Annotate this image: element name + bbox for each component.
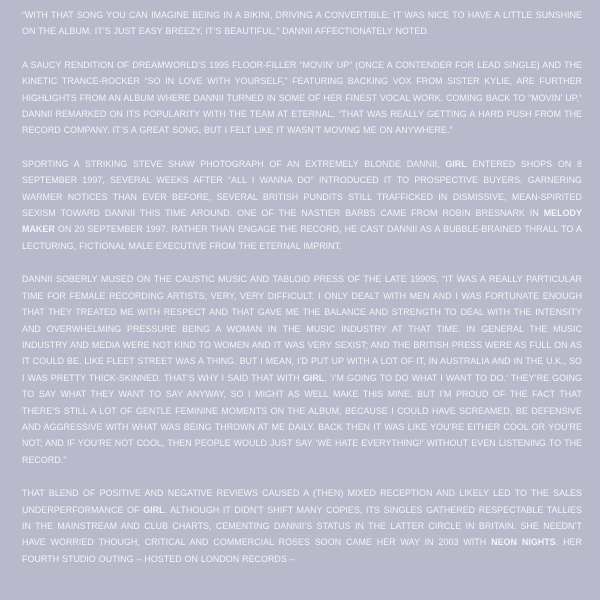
paragraph-4 <box>22 271 582 468</box>
paragraph-5-text-a: THAT BLEND OF POSITIVE AND NEGATIVE REVIEWS CAUSED A (THEN) MIXED RECEPTION AND LIKELY LED TO THE SALES UNDERPERFORMANCE OF <box>22 488 582 515</box>
paragraph-5-text-c: . HER FOURTH STUDIO OUTING – HOSTED ON LONDON RECORDS – <box>22 537 582 564</box>
paragraph-3-text-c: ON 20 SEPTEMBER 1997. RATHER THAN ENGAGE THE RECORD, HE CAST DANNII AS A BUBBLE-BRAINED THRALL TO A LECTURING, FICTIONAL MALE EXECUTIVE FROM THE ETERNAL IMPRINT. <box>22 224 582 251</box>
album-title-girl: GIRL <box>302 372 325 383</box>
paragraph-2-text: A SAUCY RENDITION OF DREAMWORLD’S 1995 FLOOR-FILLER “MOVIN’ UP” (ONCE A CONTENDER FOR LEAD SINGLE) AND THE KINETIC TRANCE-ROCKER “SO IN LOVE WITH YOURSELF,” FEATURING BACKING VOX FROM SISTER KYLIE, ARE FURTHER HIGHLIGHTS FROM AN ALBUM WHERE DANNII TURNED IN SOME OF HER FINEST VOCAL WORK. COMING BACK TO “MOVIN’ UP,” DANNII REMARKED ON ITS POPULARITY WITH THE TEAM AT ETERNAL, “THAT WAS REALLY GETTING A HARD PUSH FROM THE RECORD COMPANY. IT’S A GREAT SONG, BUT I FELT LIKE IT WASN’T MOVING ME ON ANYWHERE.” <box>22 59 582 136</box>
paragraph-3-text-a: SPORTING A STRIKING STEVE SHAW PHOTOGRAPH OF AN EXTREMELY BLONDE DANNII, <box>22 158 446 169</box>
album-title-girl: GIRL <box>143 504 165 515</box>
paragraph-1 <box>22 7 582 40</box>
album-title-girl: GIRL <box>445 158 467 169</box>
paragraph-5 <box>22 485 582 567</box>
paragraph-3-text-b: ENTERED SHOPS ON 8 SEPTEMBER 1997, SEVERAL WEEKS AFTER “ALL I WANNA DO” INTRODUCED IT TO PROSPECTIVE BUYERS. GARNERING WARMER NOTICES THAN EVER BEFORE, SEVERAL BRITISH PUNDITS STILL TRAFFICKED IN DISMISSIVE, MEAN-SPIRITED SEXISM TOWARD DANNII THIS TIME AROUND. ONE OF THE NASTIER BARBS CAME FROM ROBIN BRESNARK IN <box>22 158 582 219</box>
publication-title-melody-maker: MELODY MAKER <box>22 208 582 235</box>
album-title-neon-nights: NEON NIGHTS <box>491 537 556 548</box>
paragraph-3 <box>22 156 582 254</box>
paragraph-5-text-b: . ALTHOUGH IT DIDN’T SHIFT MANY COPIES, ITS SINGLES GATHERED RESPECTABLE TALLIES IN THE MAINSTREAM AND CLUB CHARTS, CEMENTING DANNII’S STATUS IN THE LATTER CIRCLE IN BRITAIN. SHE NEEDN’T HAVE WORRIED THOUGH, CRITICAL AND COMMERCIAL ROSES SOON CAME HER WAY IN 2003 WITH <box>22 504 582 548</box>
paragraph-2 <box>22 57 582 139</box>
paragraph-1-text: “WITH THAT SONG YOU CAN IMAGINE BEING IN A BIKINI, DRIVING A CONVERTIBLE; IT WAS NICE TO HAVE A LITTLE SUNSHINE ON THE ALBUM. IT’S JUST EASY BREEZY, IT’S BEAUTIFUL,” DANNII AFFECTIONATELY NOTED. <box>22 10 582 37</box>
paragraph-4-text-b: , ‘I’M GOING TO DO WHAT I WANT TO DO.’ THEY’RE GOING TO SAY WHAT THEY WANT TO SAY ANYWAY, SO I MIGHT AS WELL MAKE THIS MINE. BUT I’M PROUD OF THE FACT THAT THERE’S STILL A LOT OF GENTLE FEMININE MOMENTS ON THE ALBUM, BECAUSE I COULD HAVE SCREAMED, BE DEFENSIVE AND AGGRESSIVE WITH WHAT WAS BEING THROWN AT ME DAILY. BACK THEN IT WAS LIKE YOU’RE EITHER COOL OR YOU’RE NOT; AND IF YOU’RE NOT COOL, THEN PEOPLE WOULD JUST SAY ‘WE HATE EVERYTHING!’ WITHOUT EVEN LISTENING TO THE RECORD.” <box>22 372 582 465</box>
paragraph-4-text-a: DANNII SOBERLY MUSED ON THE CAUSTIC MUSIC AND TABLOID PRESS OF THE LATE 1990S, “IT WAS A REALLY PARTICULAR TIME FOR FEMALE RECORDING ARTISTS; VERY, VERY DIFFICULT. I ONLY DEALT WITH MEN AND I WAS FORTUNATE ENOUGH THAT THEY TREATED ME WITH RESPECT AND THAT GAVE ME THE BALANCE AND STRENGTH TO DEAL WITH THE INTENSITY AND OVERWHELMING PRESSURE BEING A WOMAN IN THE MUSIC INDUSTRY AT THAT TIME. IN GENERAL THE MUSIC INDUSTRY AND MEDIA WERE NOT KIND TO WOMEN AND IT WAS VERY SEXIST; AND THE BRITISH PRESS WERE AS FULL ON AS IT COULD BE. LIKE FLEET STREET WAS A THING. BUT I MEAN, I’D PUT UP WITH A LOT OF IT, IN AUSTRALIA AND IN THE U.K., SO I WAS PRETTY THICK-SKINNED. THAT’S WHY I SAID THAT WITH <box>22 274 582 383</box>
